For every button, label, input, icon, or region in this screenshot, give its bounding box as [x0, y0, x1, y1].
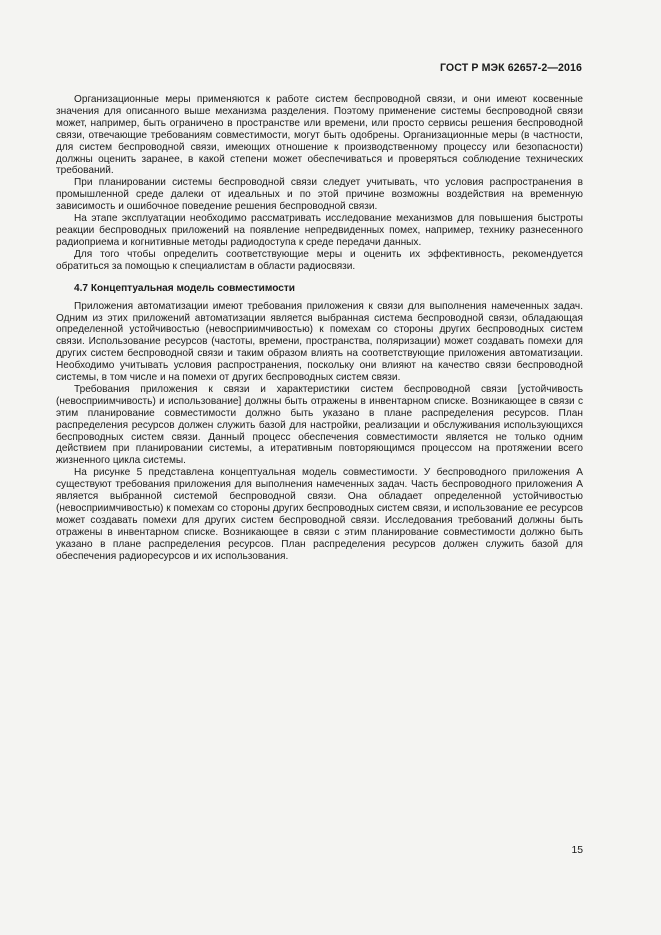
standard-code-header: ГОСТ Р МЭК 62657-2—2016	[439, 62, 582, 74]
paragraph-operation-phase: На этапе эксплуатации необходимо рассматривать исследование механизмов для повышения быстроты реакции беспроводных приложений на появление непредвиденных помех, например, технику разнесенного радиоприема и когнитивные методы радиодоступа к среде передачи данных.	[56, 213, 583, 248]
paragraph-propagation-conditions: При планировании системы беспроводной связи следует учитывать, что условия распространения в промышленной среде далеки от идеальных и по этой причине возможны воздействия на временную зависимость и ошибочное поведение решения беспроводной связи.	[56, 177, 583, 213]
paragraph-organizational-measures: Организационные меры применяются к работе систем беспроводной связи, и они имеют косвенные значения для описанного выше механизма разделения. Поэтому применение системы беспроводной связи может, например, быть ограничено в пространстве или времени, или просто сервисы решения беспроводной связи, отвечающие требованиям совместимости, могут быть одобрены. Организационные меры (в частности, для систем беспроводной связи, имеющих отношение к производственному процессу или безопасности) должны оценить заранее, в какой степени может обеспечиваться и проверяться соблюдение технических требований.	[56, 94, 583, 177]
paragraph-automation-applications: Приложения автоматизации имеют требования приложения к связи для выполнения намеченных задач. Одним из этих приложений автоматизации является выбранная система беспроводной связи, обладающая определенной устойчивостью (невосприимчивостью) к помехам со стороны других беспроводных систем связи. Использование ресурсов (частоты, времени, пространства, поляризации) может создавать помехи для других систем беспроводной связи и таким образом влиять на соответствующие приложения автоматизации. Необходимо учитывать условия распространения, поскольку они влияют на качество связи беспроводной системы, в том числе и на помехи от других беспроводных систем связи.	[56, 300, 583, 384]
paragraph-inventory-list: Требования приложения к связи и характеристики систем беспроводной связи [устойчивость (невосприимчивость) и использование] должны быть отражены в инвентарном списке. Возникающее в связи с этим планирование совместимости должно быть указано в плане распределения ресурсов. План распределения ресурсов должен служить базой для настройки, реализации и обслуживания использующихся беспроводных систем связи. Данный процесс обеспечения совместимости является не только одним действием при планировании системы, а итеративным повторяющимся процессом на протяжении всего жизненного цикла системы.	[56, 383, 583, 467]
paragraph-radio-specialists: Для того чтобы определить соответствующие меры и оценить их эффективность, рекомендуется обратиться за помощью к специалистам в области радиосвязи.	[56, 248, 583, 272]
document-body	[56, 94, 583, 563]
page-number: 15	[571, 845, 583, 856]
paragraph-figure-5: На рисунке 5 представлена концептуальная модель совместимости. У беспроводного приложения А существуют требования приложения для выполнения намеченных задач. Часть беспроводного приложения А является выбранной системой беспроводной связи. Она обладает определенной устойчивостью (невосприимчивостью) к помехам со стороны других беспроводных систем связи, и использование ее ресурсов может создавать помехи для других систем беспроводной связи. Исследования требований должны быть отражены в инвентарном списке. Возникающее в связи с этим планирование совместимости должно быть указано в плане распределения ресурсов. План распределения ресурсов должен служить базой для обеспечения радиоресурсов и их использования.	[56, 467, 583, 562]
section-heading: 4.7 Концептуальная модель совместимости	[74, 282, 295, 294]
